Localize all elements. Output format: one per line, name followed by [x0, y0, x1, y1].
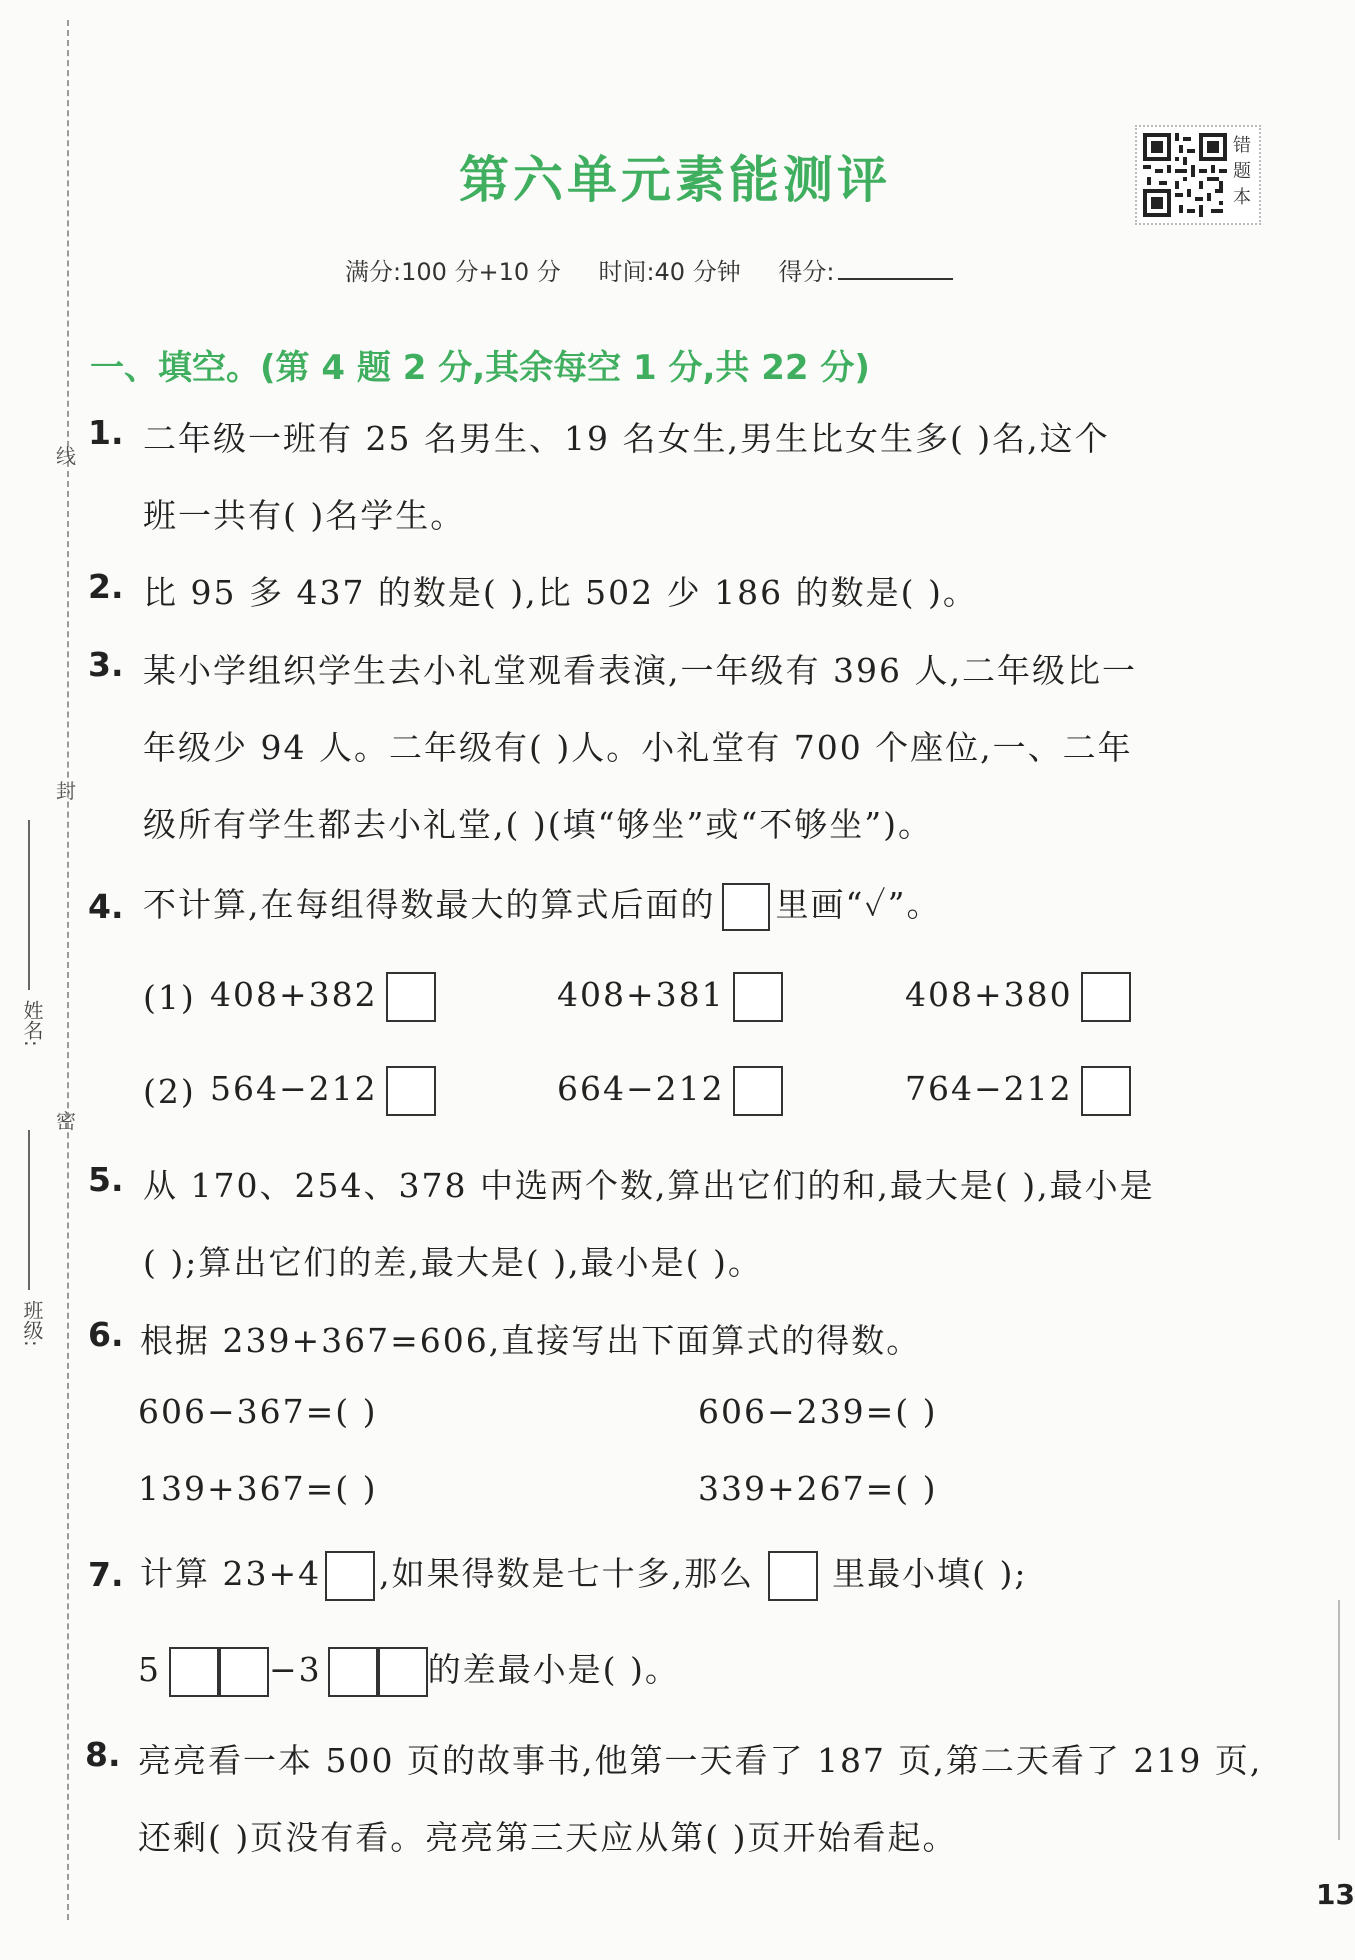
- q4-instruction-post: 里画“✓”。: [775, 885, 942, 924]
- q7-part-a: 计算 23+4: [140, 1554, 322, 1593]
- q4-row2-checkbox2[interactable]: [733, 1066, 783, 1116]
- class-label: 班级:: [20, 1300, 44, 1347]
- q4-row2-label: (2): [143, 1072, 196, 1111]
- q4-row2-expr1: 564−212: [210, 1069, 378, 1108]
- q3-line2: 年级少 94 人。二年级有( )人。小礼堂有 700 个座位,一、二年: [143, 728, 1133, 767]
- q2-number: 2.: [88, 567, 124, 606]
- q7-d3: 的差最小是( )。: [427, 1650, 680, 1689]
- q3-number: 3.: [88, 645, 124, 684]
- q1-line1: 二年级一班有 25 名男生、19 名女生,男生比女生多( )名,这个: [143, 419, 1110, 458]
- q4-row1-item1: [210, 972, 436, 1022]
- score-blank[interactable]: [838, 256, 953, 280]
- q7-ref-box: [768, 1551, 818, 1601]
- q7-line2: [138, 1644, 680, 1697]
- q6-expr2: 606−239=( ): [698, 1392, 938, 1431]
- score-label: 得分:: [778, 258, 835, 286]
- q2-line1: 比 95 多 437 的数是( ),比 502 少 186 的数是( )。: [143, 573, 978, 612]
- q8-line2: 还剩( )页没有看。亮亮第三天应从第( )页开始看起。: [138, 1818, 958, 1857]
- margin-char-xian: 线: [56, 444, 76, 468]
- q3-line3: 级所有学生都去小礼堂,( )(填“够坐”或“不够坐”)。: [143, 805, 933, 844]
- page-title: 第六单元素能测评: [459, 151, 891, 209]
- margin-char-mi: 密: [56, 1109, 76, 1133]
- q7-digit-box[interactable]: [325, 1551, 375, 1601]
- q6-expr1: 606−367=( ): [138, 1392, 378, 1431]
- q4-row1-label: (1): [143, 978, 196, 1017]
- qr-code-icon: [1143, 133, 1227, 217]
- q4-row2-item3: [905, 1066, 1131, 1116]
- full-score: 满分:100 分+10 分: [345, 258, 561, 286]
- q7-part-b: ,如果得数是七十多,那么: [379, 1554, 755, 1593]
- q7-box-a2[interactable]: [219, 1647, 269, 1697]
- q6-number: 6.: [88, 1315, 124, 1354]
- q5-line1: 从 170、254、378 中选两个数,算出它们的和,最大是( ),最小是: [143, 1166, 1155, 1205]
- q3-line1: 某小学组织学生去小礼堂观看表演,一年级有 396 人,二年级比一: [143, 651, 1137, 690]
- q6-line1: 根据 239+367=606,直接写出下面算式的得数。: [140, 1321, 922, 1360]
- right-edge-rule: [1338, 1600, 1340, 1840]
- q4-row1-checkbox1[interactable]: [386, 972, 436, 1022]
- q4-row1-checkbox2[interactable]: [733, 972, 783, 1022]
- q8-line1: 亮亮看一本 500 页的故事书,他第一天看了 187 页,第二天看了 219 页,: [138, 1741, 1263, 1780]
- class-blank: [28, 1130, 30, 1290]
- q7-box-a1[interactable]: [169, 1647, 219, 1697]
- q4-instruction-pre: 不计算,在每组得数最大的算式后面的: [143, 885, 716, 924]
- q4-row2-expr2: 664−212: [557, 1069, 725, 1108]
- q4-row2-item1: [210, 1066, 436, 1116]
- q7-d2: −3: [269, 1650, 322, 1689]
- name-label: 姓名:: [20, 1000, 44, 1047]
- time-limit: 时间:40 分钟: [598, 258, 741, 286]
- q5-number: 5.: [88, 1160, 124, 1199]
- q4-row1-item2: [557, 972, 783, 1022]
- q5-line2: ( );算出它们的差,最大是( ),最小是( )。: [143, 1243, 763, 1282]
- qr-label: 错题本: [1233, 135, 1251, 208]
- q7-number: 7.: [88, 1555, 124, 1594]
- q4-row1-item3: [905, 972, 1131, 1022]
- q6-expr3: 139+367=( ): [138, 1469, 378, 1508]
- q4-row2-expr3: 764−212: [905, 1069, 1073, 1108]
- margin-char-feng: 封: [56, 779, 76, 803]
- q1-number: 1.: [88, 413, 124, 452]
- binding-dashed-line: [67, 20, 69, 1920]
- q4-instruction: [143, 879, 942, 931]
- name-blank: [28, 820, 30, 990]
- q4-row1-expr2: 408+381: [557, 975, 725, 1014]
- q7-part-c: 里最小填( );: [832, 1554, 1028, 1593]
- page-number: 13: [1316, 1878, 1355, 1911]
- q1-line2: 班一共有( )名学生。: [143, 496, 466, 535]
- q7-line1: [140, 1548, 1027, 1601]
- q6-expr4: 339+267=( ): [698, 1469, 938, 1508]
- q4-row1-expr3: 408+380: [905, 975, 1073, 1014]
- q4-row2-checkbox3[interactable]: [1081, 1066, 1131, 1116]
- q4-row2-checkbox1[interactable]: [386, 1066, 436, 1116]
- q4-number: 4.: [88, 887, 124, 926]
- q7-box-b2[interactable]: [378, 1647, 428, 1697]
- section-heading: 一、填空。(第 4 题 2 分,其余每空 1 分,共 22 分): [90, 348, 870, 388]
- test-info: [345, 252, 983, 287]
- qr-code-card[interactable]: [1135, 125, 1261, 225]
- q4-sample-box: [722, 883, 770, 931]
- q4-row1-checkbox3[interactable]: [1081, 972, 1131, 1022]
- q4-row1-expr1: 408+382: [210, 975, 378, 1014]
- q7-box-b1[interactable]: [328, 1647, 378, 1697]
- q4-row2-item2: [557, 1066, 783, 1116]
- q8-number: 8.: [85, 1735, 121, 1774]
- q7-d1: 5: [138, 1650, 161, 1689]
